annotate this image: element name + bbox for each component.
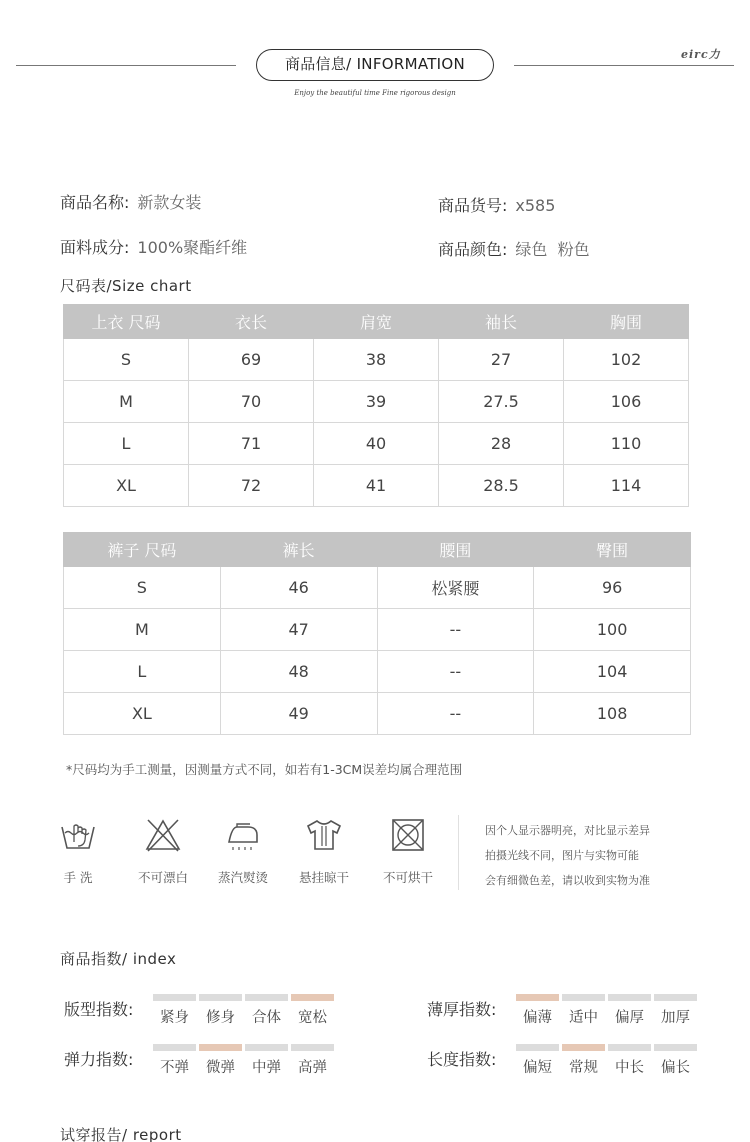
scale-option-label: 中弹	[252, 1060, 281, 1076]
scale-bar	[153, 1044, 196, 1051]
scale-option-label: 偏厚	[615, 1010, 644, 1026]
no-tumble-dry-icon	[389, 818, 427, 852]
table-cell: 71	[189, 423, 314, 465]
table-cell: M	[64, 381, 189, 423]
table-cell: L	[64, 651, 221, 693]
disclaimer-line: 因个人显示器明亮，对比显示差异	[485, 824, 650, 837]
table-cell: --	[377, 609, 534, 651]
header-line-left	[16, 65, 236, 66]
care-item-hang-dry	[288, 818, 360, 886]
scale-option-label: 微弹	[206, 1060, 235, 1076]
care-label: 手 洗	[63, 870, 93, 885]
table-cell: 96	[534, 567, 691, 609]
scale-option	[654, 994, 697, 1027]
scale-option	[608, 994, 651, 1027]
no-bleach-icon	[144, 818, 182, 852]
product-fabric	[60, 235, 247, 258]
index-title: 商品指数/ index	[60, 950, 177, 968]
table-cell: 39	[314, 381, 439, 423]
table-cell: 49	[220, 693, 377, 735]
table-header-cell: 袖长	[439, 305, 564, 339]
table-cell: 100	[534, 609, 691, 651]
product-fabric-label: 面料成分:	[60, 238, 130, 257]
table-cell: 108	[534, 693, 691, 735]
product-color-label: 商品颜色:	[438, 240, 508, 259]
table-cell: --	[377, 651, 534, 693]
table-row	[64, 423, 689, 465]
scale-option-label: 适中	[569, 1010, 598, 1026]
hang-dry-icon	[305, 818, 343, 852]
scale-option	[608, 1044, 651, 1077]
scale-option	[291, 994, 334, 1027]
table-header-cell: 胸围	[564, 305, 689, 339]
thickness-index-label: 薄厚指数:	[427, 1000, 497, 1019]
brand-logo: eirc力	[681, 48, 721, 61]
table-row	[64, 381, 689, 423]
hand-wash-icon	[59, 818, 97, 852]
table-cell: L	[64, 423, 189, 465]
table-cell: --	[377, 693, 534, 735]
table-cell: 106	[564, 381, 689, 423]
scale-option	[199, 994, 242, 1027]
product-name-label: 商品名称:	[60, 193, 130, 212]
table-cell: 28	[439, 423, 564, 465]
scale-bar	[608, 1044, 651, 1051]
table-header-cell: 裤长	[220, 533, 377, 567]
scale-option-label: 修身	[206, 1010, 235, 1026]
table-cell: 70	[189, 381, 314, 423]
scale-bar	[291, 1044, 334, 1051]
scale-option	[153, 1044, 196, 1077]
table-cell: 38	[314, 339, 439, 381]
scale-bar	[199, 994, 242, 1001]
care-label: 不可烘干	[382, 870, 433, 885]
scale-bar	[654, 1044, 697, 1051]
length-index-label: 长度指数:	[427, 1050, 497, 1069]
scale-option-label: 加厚	[661, 1010, 690, 1026]
steam-iron-icon	[224, 818, 262, 852]
table-header-row	[64, 533, 691, 567]
scale-bar	[562, 1044, 605, 1051]
scale-option-label: 偏短	[523, 1060, 552, 1076]
table-cell: 27	[439, 339, 564, 381]
table-row	[64, 693, 691, 735]
scale-bar	[516, 1044, 559, 1051]
size-chart-title: 尺码表/Size chart	[60, 277, 192, 295]
care-item-no-bleach	[127, 818, 199, 886]
table-cell: M	[64, 609, 221, 651]
scale-option	[245, 1044, 288, 1077]
elastic-index-label: 弹力指数:	[64, 1050, 134, 1069]
care-label: 不可漂白	[137, 870, 188, 885]
care-item-no-tumble-dry	[372, 818, 444, 886]
scale-option	[562, 1044, 605, 1077]
scale-option	[562, 994, 605, 1027]
scale-option	[516, 1044, 559, 1077]
scale-option	[199, 1044, 242, 1077]
table-cell: XL	[64, 465, 189, 507]
table-cell: 110	[564, 423, 689, 465]
table-header-cell: 腰围	[377, 533, 534, 567]
scale-option-label: 高弹	[298, 1060, 327, 1076]
table-row	[64, 609, 691, 651]
product-name	[60, 190, 201, 213]
scale-option-label: 中长	[615, 1060, 644, 1076]
size-note: *尺码均为手工测量，因测量方式不同，如若有1-3CM误差均属合理范围	[66, 762, 463, 777]
scale-bar	[245, 994, 288, 1001]
table-cell: 47	[220, 609, 377, 651]
table-cell: 40	[314, 423, 439, 465]
care-divider	[458, 815, 459, 890]
table-cell: XL	[64, 693, 221, 735]
table-cell: 松紧腰	[377, 567, 534, 609]
table-header-cell: 臀围	[534, 533, 691, 567]
product-color	[438, 237, 590, 260]
product-color-value: 绿色 粉色	[515, 240, 590, 259]
scale-bar	[516, 994, 559, 1001]
table-header-cell: 肩宽	[314, 305, 439, 339]
report-title: 试穿报告/ report	[60, 1126, 182, 1142]
product-code	[438, 193, 555, 216]
product-name-value: 新款女装	[137, 193, 202, 212]
table-header-cell: 裤子 尺码	[64, 533, 221, 567]
disclaimer-line: 会有细微色差，请以收到实物为准	[485, 874, 650, 887]
care-item-steam-iron	[207, 818, 279, 886]
elastic-index-scale	[153, 1044, 334, 1077]
scale-option	[516, 994, 559, 1027]
scale-bar	[562, 994, 605, 1001]
scale-option-label: 偏薄	[523, 1010, 552, 1026]
disclaimer-line: 拍摄光线不同，图片与实物可能	[485, 849, 639, 862]
table-cell: 28.5	[439, 465, 564, 507]
length-index-scale	[516, 1044, 697, 1077]
table-cell: 41	[314, 465, 439, 507]
care-label: 蒸汽熨烫	[217, 870, 268, 885]
scale-bar	[291, 994, 334, 1001]
scale-option	[654, 1044, 697, 1077]
table-row	[64, 567, 691, 609]
table-cell: 27.5	[439, 381, 564, 423]
scale-option-label: 紧身	[160, 1010, 189, 1026]
scale-bar	[199, 1044, 242, 1051]
table-cell: 48	[220, 651, 377, 693]
table-cell: 104	[534, 651, 691, 693]
table-cell: 114	[564, 465, 689, 507]
table-cell: 102	[564, 339, 689, 381]
table-cell: 69	[189, 339, 314, 381]
product-code-value: x585	[515, 196, 556, 215]
scale-option	[153, 994, 196, 1027]
thickness-index-scale	[516, 994, 697, 1027]
table-header-cell: 上衣 尺码	[64, 305, 189, 339]
header-line-right	[514, 65, 734, 66]
scale-option-label: 偏长	[661, 1060, 690, 1076]
scale-option-label: 宽松	[298, 1010, 327, 1026]
scale-bar	[608, 994, 651, 1001]
fit-index-scale	[153, 994, 334, 1027]
table-cell: 46	[220, 567, 377, 609]
care-label: 悬挂晾干	[298, 870, 349, 885]
scale-option-label: 不弹	[160, 1060, 189, 1076]
table-row	[64, 651, 691, 693]
fit-index-label: 版型指数:	[64, 1000, 134, 1019]
table-header-row	[64, 305, 689, 339]
pants-size-table	[63, 532, 691, 735]
care-item-hand-wash	[42, 818, 114, 886]
scale-option	[291, 1044, 334, 1077]
table-header-cell: 衣长	[189, 305, 314, 339]
table-row	[64, 339, 689, 381]
scale-bar	[654, 994, 697, 1001]
scale-option	[245, 994, 288, 1027]
section-title-information: 商品信息/ INFORMATION	[256, 49, 494, 81]
header-subtitle: Enjoy the beautiful time Fine rigorous design	[294, 89, 456, 97]
table-cell: S	[64, 339, 189, 381]
product-code-label: 商品货号:	[438, 196, 508, 215]
scale-option-label: 合体	[252, 1010, 281, 1026]
scale-bar	[153, 994, 196, 1001]
table-row	[64, 465, 689, 507]
table-cell: S	[64, 567, 221, 609]
scale-bar	[245, 1044, 288, 1051]
product-fabric-value: 100%聚酯纤维	[137, 238, 248, 257]
scale-option-label: 常规	[569, 1060, 598, 1076]
top-size-table	[63, 304, 689, 507]
table-cell: 72	[189, 465, 314, 507]
